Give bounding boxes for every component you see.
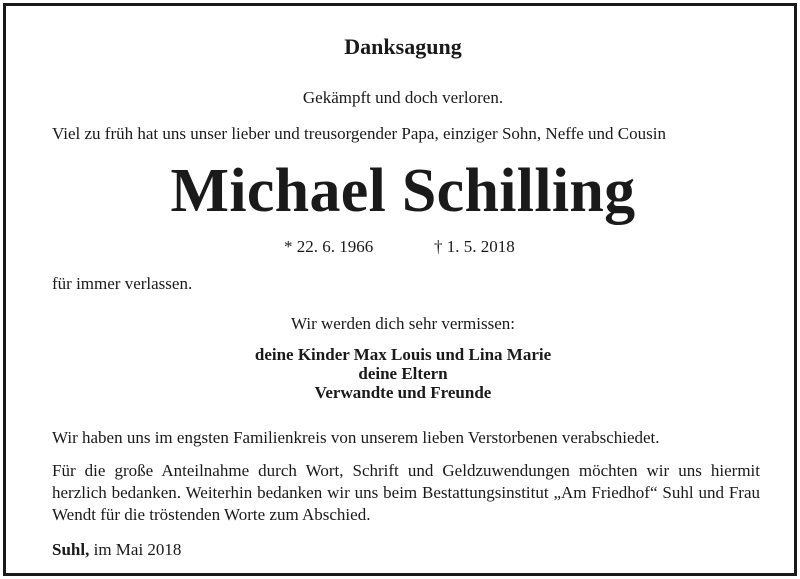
miss-you-text: Wir werden dich sehr vermissen: [290, 314, 516, 333]
signoff-place: Suhl, [52, 540, 90, 559]
left-us-text: für immer verlassen. [52, 274, 193, 293]
deceased-name: Michael Schilling [170, 157, 636, 225]
thanks-paragraph: Für die große Anteilnahme durch Wort, Schrift und Geldzuwendungen möchten wir uns hiermit herzlich bedanken. Weiterhin bedanken wir uns beim Bestattungsinstitut „Am Friedhof“ Suhl und Frau Wendt für die tröstenden Worte zum Abschied. [52, 461, 760, 524]
obituary-frame [3, 3, 797, 576]
mourner-relatives: Verwandte und Freunde [314, 383, 492, 402]
mourner-parents: deine Eltern [358, 364, 448, 383]
signoff [52, 540, 181, 560]
intro-text: Viel zu früh hat uns unser lieber und treusorgender Papa, einziger Sohn, Neffe und Cousin [52, 124, 666, 143]
mourner-children: deine Kinder Max Louis und Lina Marie [254, 345, 552, 364]
farewell-text: Wir haben uns im engsten Familienkreis von unserem lieben Verstorbenen verabschiedet. [52, 428, 660, 447]
motto: Gekämpft und doch verloren. [302, 88, 504, 107]
birth-date: * 22. 6. 1966 [284, 237, 374, 256]
death-date: † 1. 5. 2018 [434, 237, 515, 256]
heading: Danksagung [344, 34, 462, 59]
signoff-date: im Mai 2018 [93, 540, 182, 559]
